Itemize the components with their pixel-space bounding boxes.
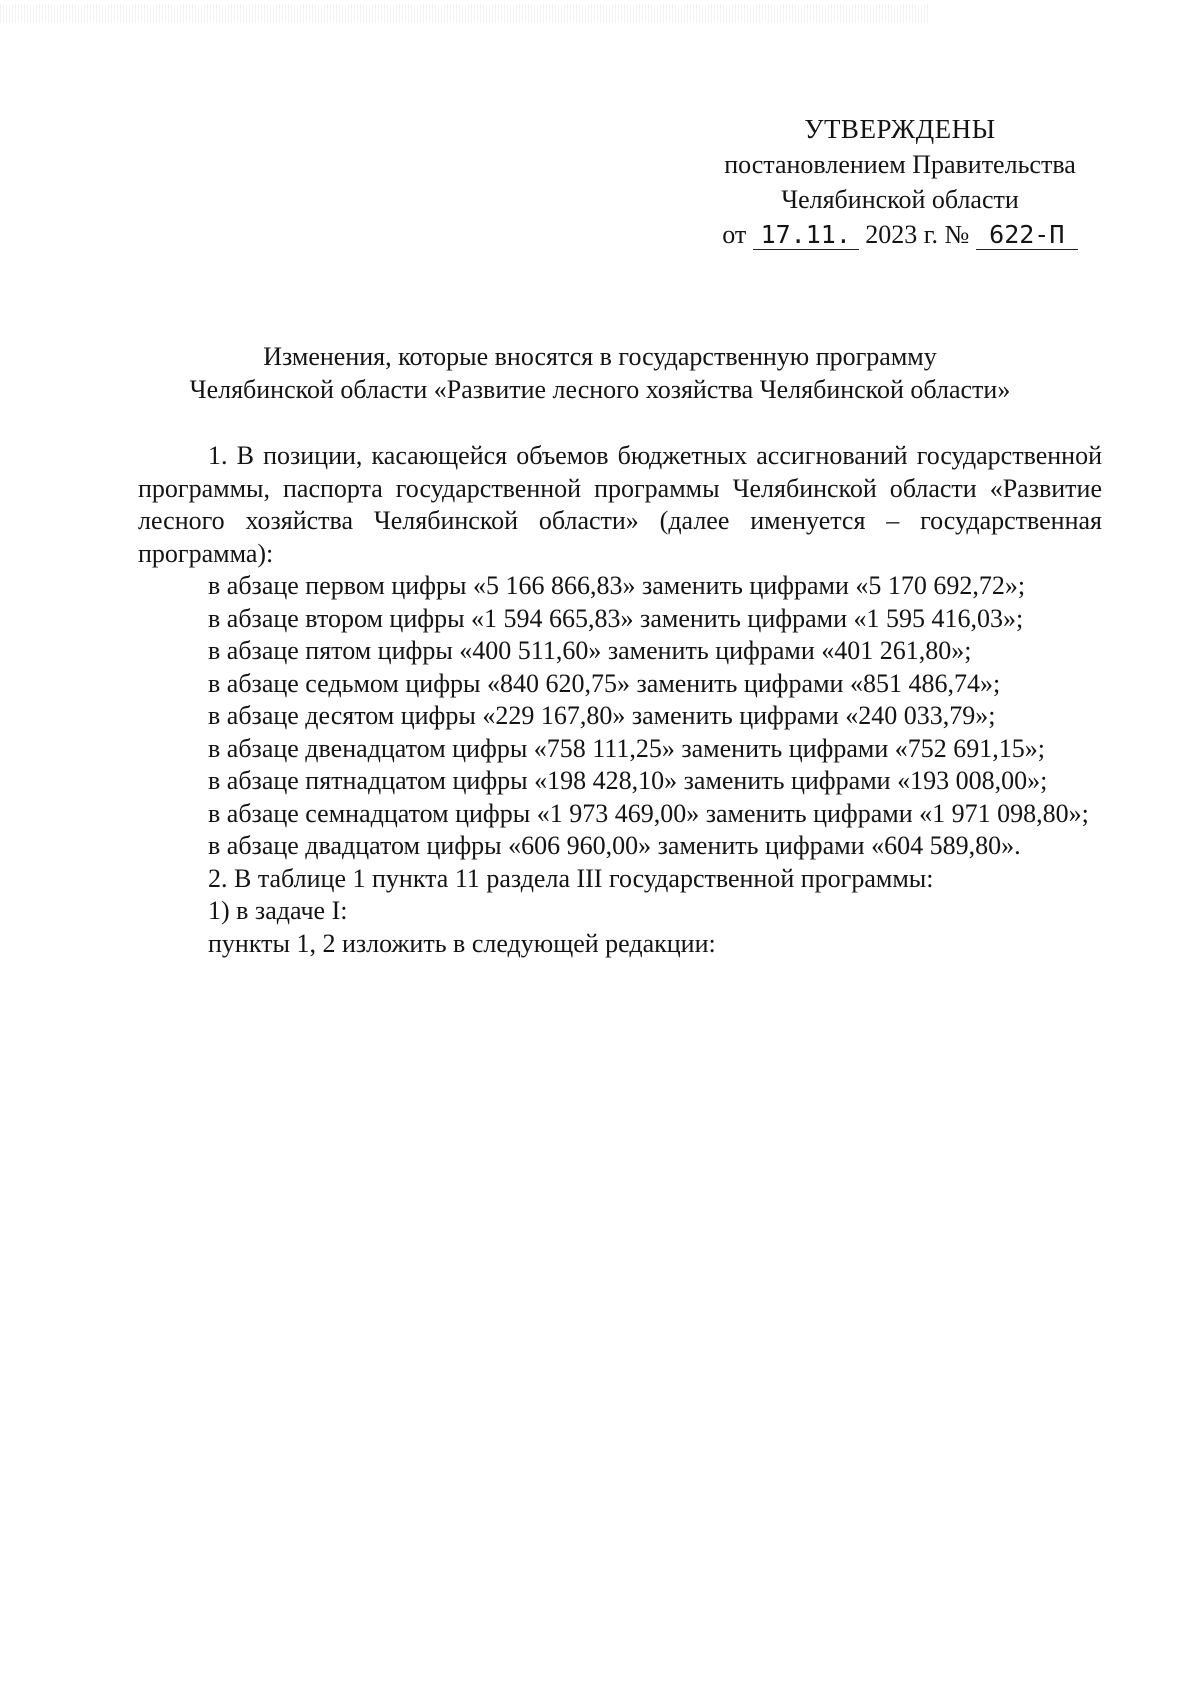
document-body [138, 440, 1102, 960]
date-stamp: 17.11. [753, 221, 859, 250]
amendment-1: в абзаце первом цифры «5 166 866,83» заменить цифрами «5 170 692,72»; [208, 571, 1026, 600]
number-stamp: 622-П [976, 221, 1078, 250]
title-line-2: Челябинской области «Развитие лесного хозяйства Челябинской области» [189, 375, 1011, 404]
approval-heading: УТВЕРЖДЕНЫ [804, 114, 996, 144]
amendment-3: в абзаце пятом цифры «400 511,60» заменить цифрами «401 261,80»; [208, 636, 972, 665]
subitem-1: 1) в задаче I: [208, 896, 348, 925]
date-suffix: 2023 г. № [865, 220, 970, 249]
date-prefix: от [722, 220, 747, 249]
amendment-6: в абзаце двенадцатом цифры «758 111,25» заменить цифрами «752 691,15»; [208, 733, 1046, 763]
document-title [100, 340, 1100, 406]
amendment-5: в абзаце десятом цифры «229 167,80» заменить цифрами «240 033,79»; [208, 701, 996, 730]
scan-artifact [0, 4, 930, 22]
approval-line-1: постановлением Правительства [724, 150, 1076, 179]
title-line-1: Изменения, которые вносятся в государственную программу [263, 342, 937, 371]
amendment-4: в абзаце седьмом цифры «840 620,75» заменить цифрами «851 486,74»; [208, 668, 1001, 698]
amendment-2: в абзаце втором цифры «1 594 665,83» заменить цифрами «1 595 416,03»; [208, 603, 1024, 633]
approval-date-line [700, 217, 1100, 252]
points-text: пункты 1, 2 изложить в следующей редакции: [208, 928, 716, 958]
amendment-7: в абзаце пятнадцатом цифры «198 428,10» заменить цифрами «193 008,00»; [208, 766, 1048, 795]
approval-line-2: Челябинской области [781, 185, 1019, 214]
amendment-8: в абзаце семнадцатом цифры «1 973 469,00» заменить цифрами «1 971 098,80»; [208, 798, 1089, 828]
item-2: 2. В таблице 1 пункта 11 раздела III государственной программы: [208, 863, 934, 893]
approval-block [700, 112, 1100, 252]
item-1-intro: 1. В позиции, касающейся объемов бюджетных ассигнований государственной программы, паспорта государственной программы Челябинской области «Развитие лесного хозяйства Челябинской области» (далее именуется – государственная программа): [138, 441, 1102, 568]
amendment-9: в абзаце двадцатом цифры «606 960,00» заменить цифрами «604 589,80». [208, 831, 1021, 860]
